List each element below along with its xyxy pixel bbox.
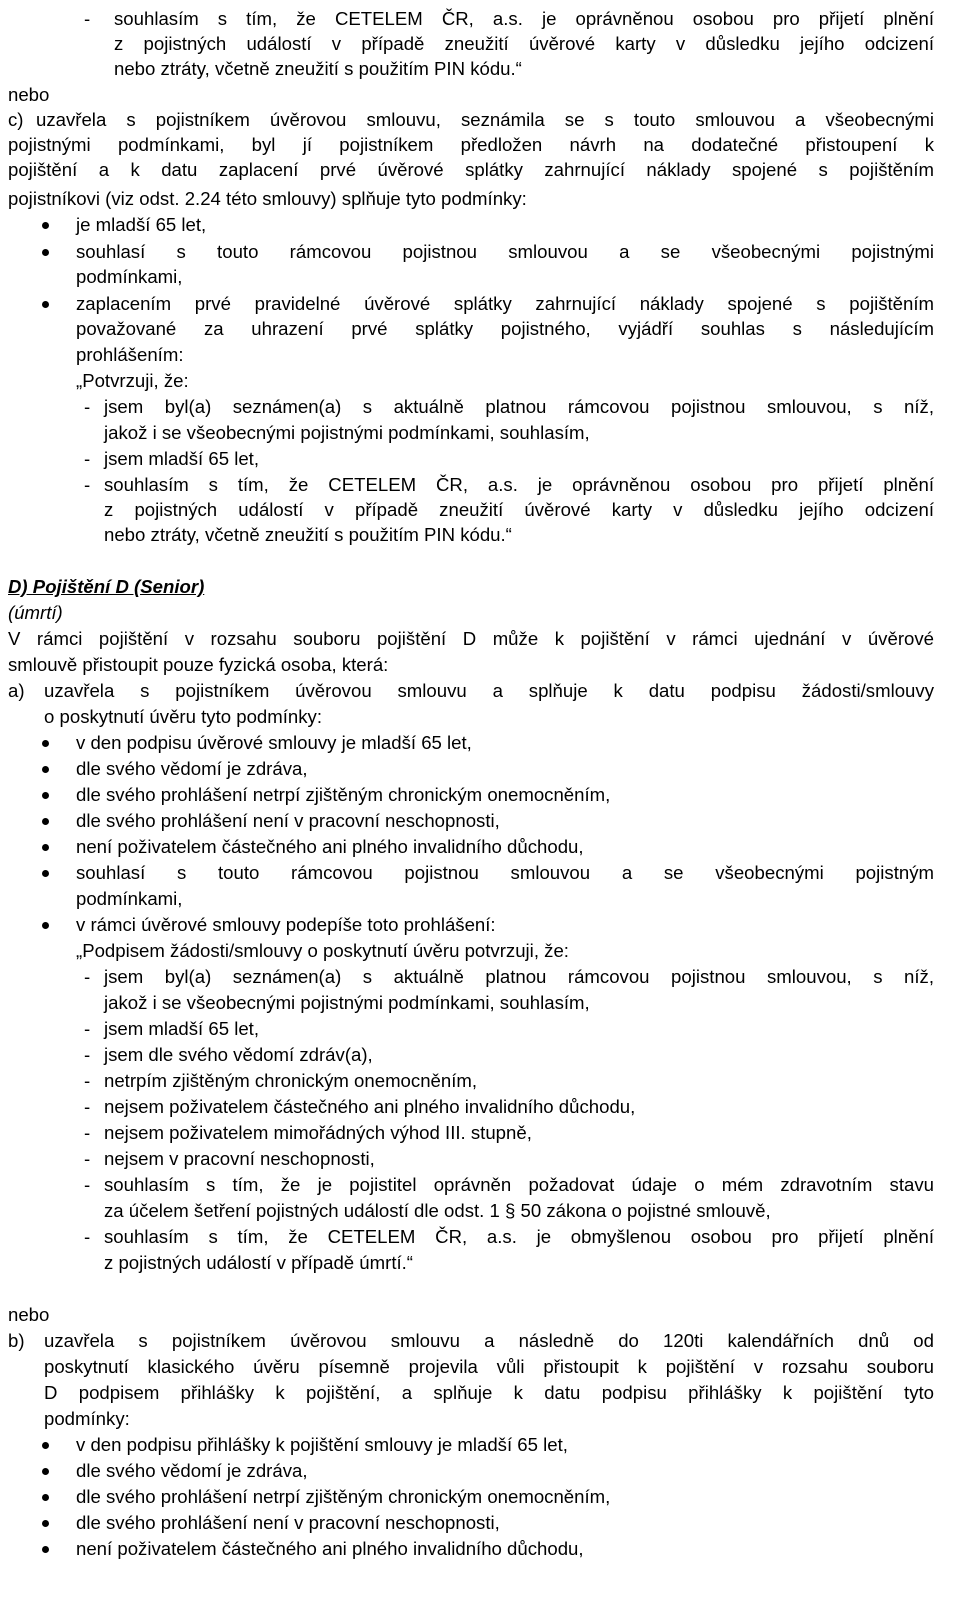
text-line: zaplacením prvé pravidelné úvěrové splátky zahrnující náklady spojené s pojištěním xyxy=(76,293,934,314)
text-line: prohlášením: xyxy=(76,344,184,365)
text-line: v rámci úvěrové smlouvy podepíše toto prohlášení: xyxy=(76,914,496,935)
bullet-icon xyxy=(42,870,49,877)
text-line: dle svého prohlášení netrpí zjištěným chronickým onemocněním, xyxy=(76,1486,611,1507)
dash-marker: - xyxy=(84,1174,91,1195)
text-line: dle svého prohlášení není v pracovní neschopnosti, xyxy=(76,810,500,831)
text-line: jsem mladší 65 let, xyxy=(104,448,260,469)
text-line: „Podpisem žádosti/smlouvy o poskytnutí úvěru potvrzuji, že: xyxy=(76,940,569,961)
text-line: souhlasím s tím, že CETELEM ČR, a.s. je oprávněnou osobou pro přijetí plnění xyxy=(114,8,934,29)
text-line: „Potvrzuji, že: xyxy=(76,370,189,391)
bullet-icon xyxy=(42,301,49,308)
bullet-icon xyxy=(42,1520,49,1527)
bullet-icon xyxy=(42,1442,49,1449)
text-line: dle svého prohlášení není v pracovní neschopnosti, xyxy=(76,1512,500,1533)
text-line: není poživatelem částečného ani plného invalidního důchodu, xyxy=(76,1538,584,1559)
text-line: podmínkami, xyxy=(76,266,183,287)
dash-marker: - xyxy=(84,1148,91,1169)
text-line: jakož i se všeobecnými pojistnými podmínkami, souhlasím, xyxy=(104,992,590,1013)
text-line: dle svého vědomí je zdráva, xyxy=(76,758,308,779)
dash-marker: - xyxy=(84,1044,91,1065)
bullet-icon xyxy=(42,1546,49,1553)
text-line: V rámci pojištění v rozsahu souboru pojištění D může k pojištění v rámci ujednání v úvěrové xyxy=(8,628,934,649)
text-line: o poskytnutí úvěru tyto podmínky: xyxy=(44,706,323,727)
text-line: nebo ztráty, včetně zneužití s použitím PIN kódu.“ xyxy=(104,524,512,545)
text-line: v den podpisu přihlášky k pojištění smlouvy je mladší 65 let, xyxy=(76,1434,568,1455)
text-line: v den podpisu úvěrové smlouvy je mladší 65 let, xyxy=(76,732,472,753)
text-line: není poživatelem částečného ani plného invalidního důchodu, xyxy=(76,836,584,857)
text-line: souhlasím s tím, že CETELEM ČR, a.s. je obmyšlenou osobou pro přijetí plnění xyxy=(104,1226,934,1247)
dash-marker: - xyxy=(84,1226,91,1247)
dash-marker: - xyxy=(84,8,91,29)
bullet-icon xyxy=(42,740,49,747)
text-line: z pojistných událostí v případě úmrtí.“ xyxy=(104,1252,414,1273)
bullet-icon xyxy=(42,1494,49,1501)
text-line: nejsem v pracovní neschopnosti, xyxy=(104,1148,375,1169)
text-line: jakož i se všeobecnými pojistnými podmínkami, souhlasím, xyxy=(104,422,590,443)
nebo-separator: nebo xyxy=(8,84,50,105)
text-line: z pojistných událostí v případě zneužití úvěrové karty v důsledku jejího odcizení xyxy=(114,33,934,54)
text-line: souhlasím s tím, že je pojistitel oprávněn požadovat údaje o mém zdravotním stavu xyxy=(104,1174,934,1195)
dash-marker: - xyxy=(84,396,91,417)
text-line: nebo ztráty, včetně zneužití s použitím PIN kódu.“ xyxy=(114,58,522,79)
text-line: D podpisem přihlášky k pojištění, a splňuje k datu podpisu přihlášky k pojištění tyto xyxy=(44,1382,934,1403)
text-line: poskytnutí klasického úvěru písemně projevila vůli přistoupit k pojištění v rozsahu souboru xyxy=(44,1356,934,1377)
text-line: nejsem poživatelem mimořádných výhod III. stupně, xyxy=(104,1122,532,1143)
text-line: uzavřela s pojistníkem úvěrovou smlouvu a následně do 120ti kalendářních dnů od xyxy=(44,1330,934,1351)
text-line: pojistníkovi (viz odst. 2.24 této smlouvy) splňuje tyto podmínky: xyxy=(8,188,527,209)
bullet-icon xyxy=(42,766,49,773)
bullet-icon xyxy=(42,844,49,851)
item-label-c: c) xyxy=(8,109,24,130)
text-line: jsem byl(a) seznámen(a) s aktuálně platnou rámcovou pojistnou smlouvou, s níž, xyxy=(104,966,934,987)
text-line: podmínky: xyxy=(44,1408,130,1429)
text-line: smlouvě přistoupit pouze fyzická osoba, která: xyxy=(8,654,389,675)
text-line: považované za uhrazení prvé splátky pojistného, vyjádří souhlas s následujícím xyxy=(76,318,934,339)
dash-marker: - xyxy=(84,966,91,987)
text-line: uzavřela s pojistníkem úvěrovou smlouvu a splňuje k datu podpisu žádosti/smlouvy xyxy=(44,680,934,701)
text-line: souhlasí s touto rámcovou pojistnou smlouvou a se všeobecnými pojistným xyxy=(76,862,934,883)
nebo-separator: nebo xyxy=(8,1304,50,1325)
bullet-icon xyxy=(42,818,49,825)
text-line: souhlasí s touto rámcovou pojistnou smlouvou a se všeobecnými pojistnými xyxy=(76,241,934,262)
text-line: jsem dle svého vědomí zdráv(a), xyxy=(104,1044,373,1065)
item-label-a: a) xyxy=(8,680,25,701)
text-line: dle svého vědomí je zdráva, xyxy=(76,1460,308,1481)
bullet-icon xyxy=(42,222,49,229)
dash-marker: - xyxy=(84,448,91,469)
text-line: souhlasím s tím, že CETELEM ČR, a.s. je oprávněnou osobou pro přijetí plnění xyxy=(104,474,934,495)
section-subheading: (úmrtí) xyxy=(8,602,63,623)
bullet-icon xyxy=(42,1468,49,1475)
section-heading: D) Pojištění D (Senior) xyxy=(8,576,205,597)
dash-marker: - xyxy=(84,1018,91,1039)
text-line: netrpím zjištěným chronickým onemocněním, xyxy=(104,1070,478,1091)
bullet-icon xyxy=(42,792,49,799)
bullet-icon xyxy=(42,922,49,929)
text-line: jsem byl(a) seznámen(a) s aktuálně platnou rámcovou pojistnou smlouvou, s níž, xyxy=(104,396,934,417)
text-line: podmínkami, xyxy=(76,888,183,909)
bullet-icon xyxy=(42,249,49,256)
dash-marker: - xyxy=(84,474,91,495)
text-line: jsem mladší 65 let, xyxy=(104,1018,260,1039)
text-line: dle svého prohlášení netrpí zjištěným chronickým onemocněním, xyxy=(76,784,611,805)
text-line: z pojistných událostí v případě zneužití úvěrové karty v důsledku jejího odcizení xyxy=(104,499,934,520)
text-line: uzavřela s pojistníkem úvěrovou smlouvu, seznámila se s touto smlouvou a všeobecnými xyxy=(36,109,934,130)
text-line: pojištění a k datu zaplacení prvé úvěrové splátky zahrnující náklady spojené s pojištěním xyxy=(8,159,934,180)
text-line: nejsem poživatelem částečného ani plného invalidního důchodu, xyxy=(104,1096,636,1117)
dash-marker: - xyxy=(84,1096,91,1117)
text-line: za účelem šetření pojistných událostí dle odst. 1 § 50 zákona o pojistné smlouvě, xyxy=(104,1200,771,1221)
item-label-b: b) xyxy=(8,1330,25,1351)
text-line: pojistnými podmínkami, byl jí pojistníkem předložen návrh na dodatečné přistoupení k xyxy=(8,134,934,155)
dash-marker: - xyxy=(84,1122,91,1143)
text-line: je mladší 65 let, xyxy=(76,214,207,235)
dash-marker: - xyxy=(84,1070,91,1091)
